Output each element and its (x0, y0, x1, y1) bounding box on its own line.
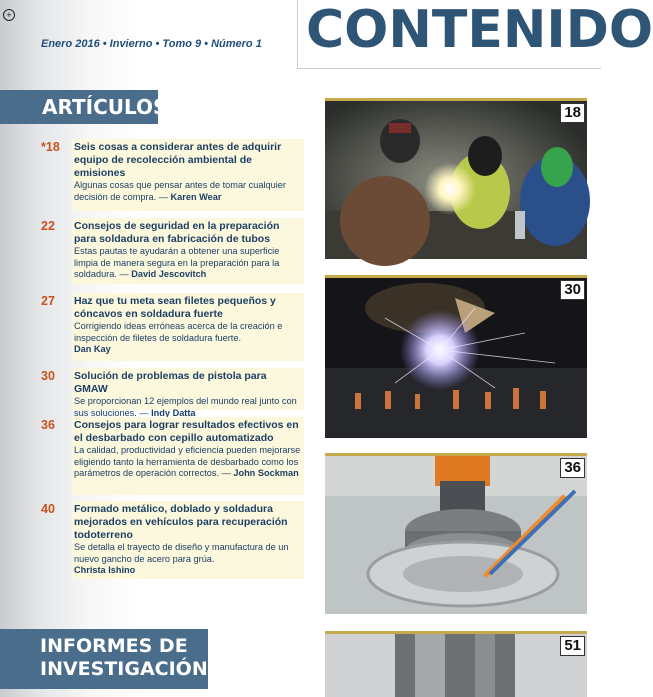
photo-welders[interactable] (325, 98, 587, 259)
metal-part-image (325, 634, 587, 697)
article-author: Christa Ishino (74, 565, 136, 575)
welders-image (325, 101, 587, 259)
article-desc: Corrigiendo ideas erróneas acerca de la creación e inspección de filetes de soldadura fuerte. Dan Kay (74, 321, 283, 354)
section-informes-line2: INVESTIGACIÓN (40, 658, 208, 680)
article-item[interactable] (72, 417, 304, 495)
brush-deburring-image (325, 456, 587, 614)
article-item[interactable] (72, 368, 304, 418)
article-page-number: *18 (41, 140, 60, 154)
title-box (297, 0, 653, 69)
article-desc: Estas pautas te ayudarán a obtener una superficie limpia de manera segura en la preparación para la soldadura. — David Jescovitch (74, 246, 280, 279)
photo-page-badge: 30 (560, 280, 585, 300)
article-item[interactable] (72, 501, 304, 579)
article-desc: Se detalla el trayecto de diseño y manufactura de un nuevo gancho de acero para grúa. Christa Ishino (74, 542, 289, 575)
article-item[interactable] (72, 139, 304, 211)
photo-page-badge: 18 (560, 103, 585, 123)
article-item[interactable] (72, 218, 304, 284)
registration-mark-icon: + (3, 9, 15, 21)
section-informes-line1: INFORMES DE (40, 635, 188, 657)
photo-gun-sparks[interactable] (325, 275, 587, 438)
article-author: Karen Wear (170, 191, 222, 202)
article-desc: Se proporcionan 12 ejemplos del mundo real junto con sus soluciones. — Indy Datta (74, 396, 297, 418)
photo-brush-deburring[interactable] (325, 453, 587, 614)
article-author: David Jescovitch (131, 269, 207, 279)
article-page-number: 22 (41, 219, 55, 233)
article-title: Seis cosas a considerar antes de adquirir equipo de recolección ambiental de emisiones (74, 141, 282, 179)
article-page-number: 40 (41, 502, 55, 516)
article-item[interactable] (72, 293, 304, 361)
photo-metal-part[interactable] (325, 631, 587, 697)
article-author: Dan Kay (74, 344, 111, 354)
article-title: Consejos de seguridad en la preparación para soldadura en fabricación de tubos (74, 220, 280, 245)
page-title: CONTENIDO (306, 0, 653, 60)
article-author: Indy Datta (151, 407, 196, 418)
gun-sparks-image (325, 278, 587, 438)
issue-line: Enero 2016 • Invierno • Tomo 9 • Número 1 (41, 38, 262, 50)
article-page-number: 27 (41, 294, 55, 308)
photo-page-badge: 36 (560, 458, 585, 478)
article-author: John Sockman (233, 468, 299, 478)
article-desc: La calidad, productividad y eficiencia pueden mejorarse eligiendo tanto la herramienta de desbarbado como los parámetros de operación correctos. — John Sockman (74, 445, 301, 478)
article-title: Solución de problemas de pistola para GMAW (74, 370, 267, 395)
section-informes (0, 629, 208, 689)
article-desc: Algunas cosas que pensar antes de tomar cualquier decisión de compra. — Karen Wear (74, 180, 286, 202)
photo-page-badge: 51 (560, 636, 585, 656)
article-title: Haz que tu meta sean filetes pequeños y cóncavos en soldadura fuerte (74, 295, 276, 320)
article-page-number: 36 (41, 418, 55, 432)
section-articulos: ARTÍCULOS (0, 90, 158, 124)
article-page-number: 30 (41, 369, 55, 383)
article-title: Consejos para lograr resultados efectivos en el desbarbado con cepillo automatizado (74, 419, 299, 444)
article-title: Formado metálico, doblado y soldadura mejorados en vehículos para recuperación todoterreno (74, 503, 288, 541)
